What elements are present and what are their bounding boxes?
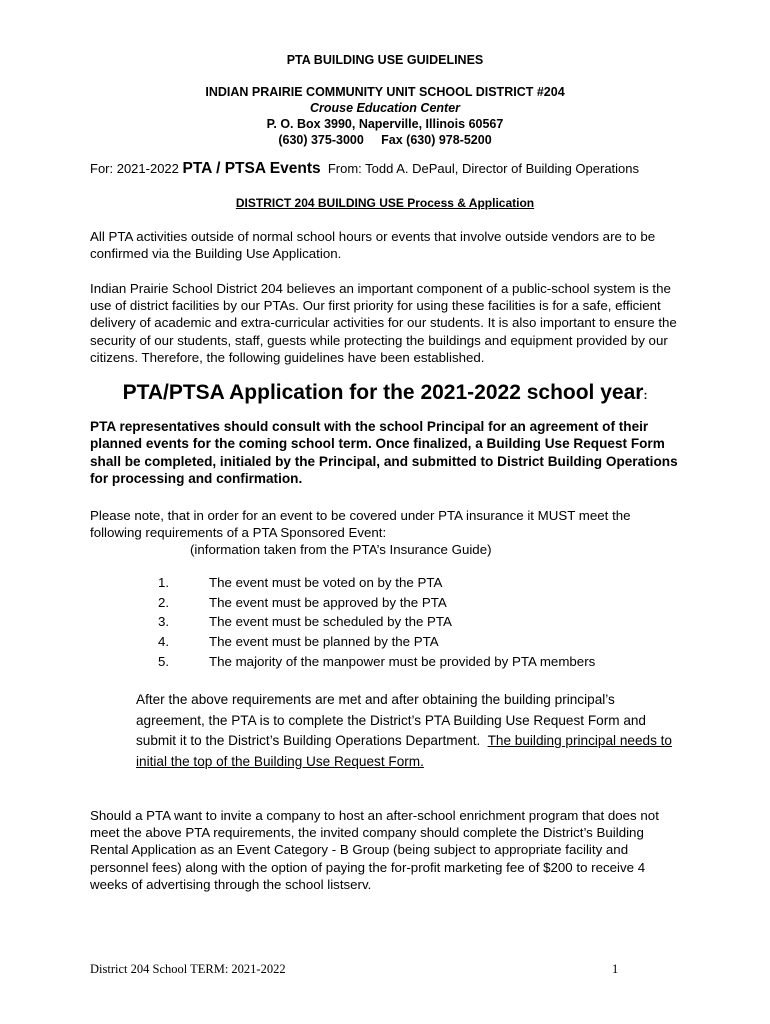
list-number: 4. bbox=[158, 634, 170, 650]
insurance-guide-source: (information taken from the PTA’s Insurance Guide) bbox=[190, 542, 492, 557]
phone-fax: (630) 375-3000 Fax (630) 978-5200 bbox=[278, 133, 492, 147]
district-name: INDIAN PRAIRIE COMMUNITY UNIT SCHOOL DISTRICT #204 bbox=[205, 85, 565, 99]
list-number: 2. bbox=[158, 594, 170, 610]
for-label: For: 2021-2022 bbox=[90, 161, 183, 176]
list-number: 5. bbox=[158, 653, 170, 669]
for-line bbox=[90, 160, 690, 178]
application-heading-colon: : bbox=[643, 388, 648, 402]
company-paragraph: Should a PTA want to invite a company to host an after-school enrichment program that does not meet the above PTA requirements, the invited company should complete the District’s Building Rental Application as an Event Category - B Group (being subject to appropriate facility and personnel fees) along with the option of paying the for-profit marketing fee of $200 to receive 4 weeks of advertising through the school listserv. bbox=[90, 808, 659, 892]
from-label: From: Todd A. DePaul, Director of Building Operations bbox=[320, 161, 640, 176]
events-label: PTA / PTSA Events bbox=[182, 160, 321, 177]
principal-initial-note: The building principal needs to initial the top of the Building Use Request Form. bbox=[136, 733, 672, 769]
list-number: 3. bbox=[158, 614, 170, 630]
after-requirements-text: After the above requirements are met and after obtaining the building principal’s agreement, the PTA is to complete the District’s PTA Building Use Request Form and submit it to the District’s Building Operations Department. bbox=[136, 692, 650, 748]
list-item bbox=[150, 612, 595, 632]
list-item bbox=[150, 593, 595, 613]
district-paragraph: Indian Prairie School District 204 believes an important component of a public-school system is the use of district facilities by our PTAs. Our first priority for using these facilities is for a safe, efficient delivery of academic and extra-curricular activities for our students. It is also important to ensure the security of our students, staff, guests while protecting the buildings and equipment provided by our citizens. Therefore, the following guidelines have been established. bbox=[90, 281, 677, 365]
application-heading bbox=[0, 381, 770, 405]
page-number: 1 bbox=[612, 962, 619, 976]
list-text: The event must be scheduled by the PTA bbox=[209, 614, 452, 630]
footer-term: District 204 School TERM: 2021-2022 bbox=[90, 962, 286, 976]
application-heading-text: PTA/PTSA Application for the 2021-2022 school year bbox=[122, 381, 644, 404]
list-text: The event must be voted on by the PTA bbox=[209, 575, 443, 590]
intro-paragraph: All PTA activities outside of normal school hours or events that involve outside vendors are to be confirmed via the Building Use Application. bbox=[90, 229, 656, 262]
document-title: PTA BUILDING USE GUIDELINES bbox=[286, 53, 484, 67]
list-text: The event must be approved by the PTA bbox=[209, 594, 447, 610]
principal-consult-paragraph: PTA representatives should consult with the school Principal for an agreement of their planned events for the coming school term. Once finalized, a Building Use Request Form shall be completed, initialed by the Principal, and submitted to District Building Operations for processing and confirmation. bbox=[90, 419, 678, 487]
list-item bbox=[150, 652, 595, 672]
list-text: The majority of the manpower must be provided by PTA members bbox=[209, 653, 596, 669]
insurance-note-paragraph: Please note, that in order for an event to be covered under PTA insurance it MUST meet the following requirements of a PTA Sponsored Event: bbox=[90, 508, 631, 541]
after-requirements-paragraph bbox=[136, 690, 681, 772]
section-subheading: DISTRICT 204 BUILDING USE Process & Application bbox=[235, 196, 535, 210]
list-number: 1. bbox=[158, 575, 170, 590]
list-text: The event must be planned by the PTA bbox=[209, 634, 439, 650]
list-item bbox=[150, 573, 595, 593]
list-item bbox=[150, 632, 595, 652]
requirements-list bbox=[150, 573, 595, 671]
mailing-address: P. O. Box 3990, Naperville, Illinois 60567 bbox=[266, 117, 504, 131]
center-name: Crouse Education Center bbox=[309, 101, 461, 115]
